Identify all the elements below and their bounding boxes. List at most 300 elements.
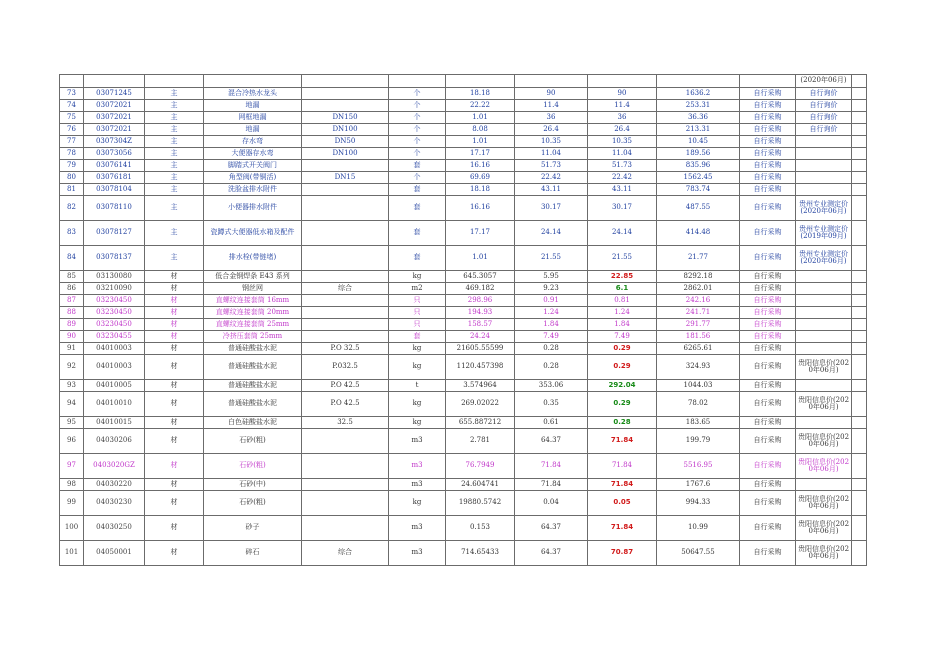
quantity: 655.887212 <box>446 417 515 429</box>
price-source: 自行询价 <box>796 100 852 112</box>
procurement-method: 自行采购 <box>740 343 796 355</box>
market-price: 11.04 <box>588 148 657 160</box>
material-spec <box>302 221 389 246</box>
table-row <box>60 295 867 307</box>
quantity: 2.781 <box>446 429 515 454</box>
material-spec <box>302 307 389 319</box>
table-row <box>60 331 867 343</box>
material-name: 网框地漏 <box>204 112 302 124</box>
quantity: 0.153 <box>446 516 515 541</box>
market-price: 0.81 <box>588 295 657 307</box>
blank-cell <box>852 112 867 124</box>
unit: 只 <box>389 307 446 319</box>
market-price: 11.4 <box>588 100 657 112</box>
material-name: 存水弯 <box>204 136 302 148</box>
material-spec: 综合 <box>302 541 389 566</box>
market-price: 0.28 <box>588 417 657 429</box>
market-price: 21.55 <box>588 246 657 271</box>
table-row <box>60 172 867 184</box>
material-code: 04010003 <box>84 343 145 355</box>
row-number: 100 <box>60 516 84 541</box>
price-source: 贵阳信息价(2020年06月) <box>796 516 852 541</box>
material-spec <box>302 516 389 541</box>
row-number: 84 <box>60 246 84 271</box>
price-source <box>796 331 852 343</box>
row-number: 80 <box>60 172 84 184</box>
quantity: 645.3057 <box>446 271 515 283</box>
quantity: 1120.457398 <box>446 355 515 380</box>
price-source: 贵州专业测定价(2020年06月) <box>796 246 852 271</box>
procurement-method: 自行采购 <box>740 429 796 454</box>
price-source <box>796 307 852 319</box>
price-source: 贵阳信息价(2020年06月) <box>796 541 852 566</box>
table-row <box>60 392 867 417</box>
blank-cell <box>852 172 867 184</box>
blank-cell <box>852 271 867 283</box>
blank-cell <box>852 88 867 100</box>
quantity: 16.16 <box>446 160 515 172</box>
base-price: 7.49 <box>515 331 588 343</box>
material-type: 主 <box>145 100 204 112</box>
price-source: 贵州专业测定价(2020年06月) <box>796 196 852 221</box>
material-code: 03078104 <box>84 184 145 196</box>
material-code: 03210090 <box>84 283 145 295</box>
price-source: 贵阳信息价(2020年06月) <box>796 491 852 516</box>
table-row <box>60 417 867 429</box>
material-spec <box>302 319 389 331</box>
quantity: 16.16 <box>446 196 515 221</box>
unit: 套 <box>389 196 446 221</box>
quantity: 1.01 <box>446 112 515 124</box>
base-price: 36 <box>515 112 588 124</box>
material-code: 04050001 <box>84 541 145 566</box>
material-code: 04030220 <box>84 479 145 491</box>
row-number: 81 <box>60 184 84 196</box>
row-number: 101 <box>60 541 84 566</box>
base-price: 1.84 <box>515 319 588 331</box>
material-type: 材 <box>145 283 204 295</box>
material-spec <box>302 246 389 271</box>
amount: 2862.01 <box>657 283 740 295</box>
unit: m3 <box>389 479 446 491</box>
market-price: 36 <box>588 112 657 124</box>
market-price: 1.84 <box>588 319 657 331</box>
procurement-method: 自行采购 <box>740 148 796 160</box>
material-type: 材 <box>145 380 204 392</box>
blank-cell <box>852 417 867 429</box>
table-row <box>60 136 867 148</box>
amount: 50647.55 <box>657 541 740 566</box>
row-number: 85 <box>60 271 84 283</box>
header-note: (2020年06月) <box>796 75 852 88</box>
material-code: 03230450 <box>84 295 145 307</box>
market-price: 26.4 <box>588 124 657 136</box>
unit: m3 <box>389 516 446 541</box>
amount: 783.74 <box>657 184 740 196</box>
blank-cell <box>852 319 867 331</box>
unit: 套 <box>389 221 446 246</box>
blank-cell <box>852 136 867 148</box>
procurement-method: 自行采购 <box>740 271 796 283</box>
amount: 1562.45 <box>657 172 740 184</box>
market-price: 30.17 <box>588 196 657 221</box>
base-price: 71.84 <box>515 479 588 491</box>
material-type: 主 <box>145 221 204 246</box>
material-spec <box>302 196 389 221</box>
amount: 253.31 <box>657 100 740 112</box>
price-source <box>796 148 852 160</box>
table-row <box>60 184 867 196</box>
unit: 套 <box>389 160 446 172</box>
unit: kg <box>389 355 446 380</box>
material-name: 碎石 <box>204 541 302 566</box>
material-spec <box>302 295 389 307</box>
price-source: 自行询价 <box>796 112 852 124</box>
quantity: 21605.55599 <box>446 343 515 355</box>
row-number: 78 <box>60 148 84 160</box>
quantity: 8.08 <box>446 124 515 136</box>
price-source <box>796 160 852 172</box>
table-row <box>60 319 867 331</box>
market-price: 24.14 <box>588 221 657 246</box>
procurement-method: 自行采购 <box>740 541 796 566</box>
material-code: 03072021 <box>84 112 145 124</box>
amount: 291.77 <box>657 319 740 331</box>
material-name: 大便器存水弯 <box>204 148 302 160</box>
procurement-method: 自行采购 <box>740 136 796 148</box>
material-code: 0403020GZ <box>84 454 145 479</box>
material-type: 材 <box>145 271 204 283</box>
procurement-method: 自行采购 <box>740 491 796 516</box>
material-spec <box>302 479 389 491</box>
price-source: 贵阳信息价(2020年06月) <box>796 454 852 479</box>
material-code: 03076141 <box>84 160 145 172</box>
material-name: 普通硅酸盐水泥 <box>204 380 302 392</box>
material-name: 石砂(中) <box>204 479 302 491</box>
unit: m2 <box>389 283 446 295</box>
procurement-method: 自行采购 <box>740 246 796 271</box>
amount: 21.77 <box>657 246 740 271</box>
material-code: 04010010 <box>84 392 145 417</box>
base-price: 64.37 <box>515 429 588 454</box>
material-code: 03130080 <box>84 271 145 283</box>
quantity: 19880.5742 <box>446 491 515 516</box>
unit: t <box>389 380 446 392</box>
amount: 1044.03 <box>657 380 740 392</box>
quantity: 24.604741 <box>446 479 515 491</box>
material-name: 地漏 <box>204 124 302 136</box>
procurement-method: 自行采购 <box>740 100 796 112</box>
quantity: 269.02022 <box>446 392 515 417</box>
price-source <box>796 343 852 355</box>
material-code: 03072021 <box>84 100 145 112</box>
blank-cell <box>852 491 867 516</box>
material-spec <box>302 160 389 172</box>
unit: 个 <box>389 136 446 148</box>
unit: 个 <box>389 100 446 112</box>
price-source: 贵州专业测定价(2019年09月) <box>796 221 852 246</box>
material-spec <box>302 454 389 479</box>
row-number: 77 <box>60 136 84 148</box>
material-spec <box>302 429 389 454</box>
material-type: 材 <box>145 331 204 343</box>
blank-cell <box>852 160 867 172</box>
unit: kg <box>389 343 446 355</box>
blank-cell <box>852 221 867 246</box>
material-type: 材 <box>145 355 204 380</box>
procurement-method: 自行采购 <box>740 295 796 307</box>
row-number: 89 <box>60 319 84 331</box>
amount: 487.55 <box>657 196 740 221</box>
material-spec <box>302 491 389 516</box>
material-code: 03073056 <box>84 148 145 160</box>
blank-cell <box>852 380 867 392</box>
amount: 181.56 <box>657 331 740 343</box>
unit: kg <box>389 271 446 283</box>
material-name: 小便器排水附件 <box>204 196 302 221</box>
material-spec: P.O 42.5 <box>302 392 389 417</box>
table-header-row <box>60 75 867 88</box>
row-number: 79 <box>60 160 84 172</box>
price-source <box>796 271 852 283</box>
market-price: 43.11 <box>588 184 657 196</box>
row-number: 86 <box>60 283 84 295</box>
price-source <box>796 136 852 148</box>
material-name: 石砂(粗) <box>204 491 302 516</box>
row-number: 74 <box>60 100 84 112</box>
base-price: 21.55 <box>515 246 588 271</box>
base-price: 71.84 <box>515 454 588 479</box>
amount: 8292.18 <box>657 271 740 283</box>
row-number: 93 <box>60 380 84 392</box>
material-code: 04030230 <box>84 491 145 516</box>
unit: 个 <box>389 124 446 136</box>
table-row <box>60 271 867 283</box>
material-code: 04010005 <box>84 380 145 392</box>
material-type: 材 <box>145 491 204 516</box>
row-number: 95 <box>60 417 84 429</box>
material-type: 主 <box>145 112 204 124</box>
market-price: 7.49 <box>588 331 657 343</box>
price-source: 自行询价 <box>796 88 852 100</box>
unit: m3 <box>389 541 446 566</box>
price-source: 自行询价 <box>796 124 852 136</box>
base-price: 90 <box>515 88 588 100</box>
unit: 套 <box>389 184 446 196</box>
table-row <box>60 148 867 160</box>
material-name: 普通硅酸盐水泥 <box>204 392 302 417</box>
amount: 6265.61 <box>657 343 740 355</box>
material-price-table <box>59 74 867 566</box>
table-row <box>60 343 867 355</box>
row-number: 82 <box>60 196 84 221</box>
material-type: 主 <box>145 172 204 184</box>
market-price: 0.29 <box>588 343 657 355</box>
base-price: 26.4 <box>515 124 588 136</box>
row-number: 97 <box>60 454 84 479</box>
base-price: 0.91 <box>515 295 588 307</box>
material-name: 洗脸盆排水附件 <box>204 184 302 196</box>
material-spec: 综合 <box>302 283 389 295</box>
amount: 189.56 <box>657 148 740 160</box>
procurement-method: 自行采购 <box>740 417 796 429</box>
blank-cell <box>852 184 867 196</box>
material-code: 03078110 <box>84 196 145 221</box>
market-price: 51.73 <box>588 160 657 172</box>
material-name: 角型阀(带铜活) <box>204 172 302 184</box>
procurement-method: 自行采购 <box>740 331 796 343</box>
material-type: 材 <box>145 516 204 541</box>
procurement-method: 自行采购 <box>740 479 796 491</box>
row-number: 92 <box>60 355 84 380</box>
amount: 242.16 <box>657 295 740 307</box>
material-name: 直螺纹连接套筒 25mm <box>204 319 302 331</box>
procurement-method: 自行采购 <box>740 355 796 380</box>
material-type: 材 <box>145 454 204 479</box>
base-price: 24.14 <box>515 221 588 246</box>
procurement-method: 自行采购 <box>740 221 796 246</box>
blank-cell <box>852 331 867 343</box>
material-type: 材 <box>145 417 204 429</box>
procurement-method: 自行采购 <box>740 283 796 295</box>
procurement-method: 自行采购 <box>740 88 796 100</box>
material-spec: DN50 <box>302 136 389 148</box>
blank-cell <box>852 343 867 355</box>
quantity: 1.01 <box>446 246 515 271</box>
blank-cell <box>852 541 867 566</box>
market-price: 90 <box>588 88 657 100</box>
blank-cell <box>852 246 867 271</box>
blank-cell <box>852 429 867 454</box>
blank-cell <box>852 454 867 479</box>
material-type: 材 <box>145 392 204 417</box>
amount: 5516.95 <box>657 454 740 479</box>
quantity: 17.17 <box>446 221 515 246</box>
table-row <box>60 124 867 136</box>
material-code: 03230450 <box>84 307 145 319</box>
table-row <box>60 380 867 392</box>
price-source <box>796 319 852 331</box>
blank-cell <box>852 196 867 221</box>
material-spec <box>302 184 389 196</box>
market-price: 0.29 <box>588 355 657 380</box>
base-price: 0.04 <box>515 491 588 516</box>
base-price: 10.35 <box>515 136 588 148</box>
material-code: 03072021 <box>84 124 145 136</box>
table-row <box>60 100 867 112</box>
material-type: 材 <box>145 319 204 331</box>
market-price: 71.84 <box>588 516 657 541</box>
table-row <box>60 516 867 541</box>
material-code: 04030250 <box>84 516 145 541</box>
material-name: 钢丝网 <box>204 283 302 295</box>
material-name: 石砂(粗) <box>204 429 302 454</box>
market-price: 70.87 <box>588 541 657 566</box>
material-spec <box>302 331 389 343</box>
table-row <box>60 221 867 246</box>
table-row <box>60 491 867 516</box>
procurement-method: 自行采购 <box>740 454 796 479</box>
blank-cell <box>852 124 867 136</box>
market-price: 0.05 <box>588 491 657 516</box>
procurement-method: 自行采购 <box>740 516 796 541</box>
amount: 1767.6 <box>657 479 740 491</box>
base-price: 11.4 <box>515 100 588 112</box>
material-spec <box>302 100 389 112</box>
quantity: 76.7949 <box>446 454 515 479</box>
base-price: 64.37 <box>515 516 588 541</box>
market-price: 71.84 <box>588 479 657 491</box>
procurement-method: 自行采购 <box>740 196 796 221</box>
amount: 10.99 <box>657 516 740 541</box>
material-code: 03076181 <box>84 172 145 184</box>
unit: 个 <box>389 148 446 160</box>
blank-cell <box>852 295 867 307</box>
market-price: 10.35 <box>588 136 657 148</box>
price-source <box>796 184 852 196</box>
material-name: 石砂(粗) <box>204 454 302 479</box>
material-code: 04010015 <box>84 417 145 429</box>
material-name: 地漏 <box>204 100 302 112</box>
base-price: 64.37 <box>515 541 588 566</box>
material-type: 主 <box>145 124 204 136</box>
row-number: 91 <box>60 343 84 355</box>
row-number: 98 <box>60 479 84 491</box>
row-number: 88 <box>60 307 84 319</box>
unit: kg <box>389 392 446 417</box>
row-number: 90 <box>60 331 84 343</box>
price-source <box>796 479 852 491</box>
quantity: 24.24 <box>446 331 515 343</box>
material-spec: DN150 <box>302 112 389 124</box>
procurement-method: 自行采购 <box>740 319 796 331</box>
table-row <box>60 246 867 271</box>
material-spec: P.032.5 <box>302 355 389 380</box>
blank-cell <box>852 283 867 295</box>
quantity: 3.574964 <box>446 380 515 392</box>
material-spec: DN100 <box>302 148 389 160</box>
material-code: 03071245 <box>84 88 145 100</box>
row-number: 94 <box>60 392 84 417</box>
blank-cell <box>852 479 867 491</box>
procurement-method: 自行采购 <box>740 124 796 136</box>
base-price: 353.06 <box>515 380 588 392</box>
unit: 套 <box>389 331 446 343</box>
market-price: 0.29 <box>588 392 657 417</box>
amount: 324.93 <box>657 355 740 380</box>
unit: 只 <box>389 319 446 331</box>
material-name: 普通硅酸盐水泥 <box>204 355 302 380</box>
amount: 213.31 <box>657 124 740 136</box>
material-spec <box>302 271 389 283</box>
market-price: 292.04 <box>588 380 657 392</box>
table-row <box>60 307 867 319</box>
material-name: 脚踏式开关阀门 <box>204 160 302 172</box>
row-number: 96 <box>60 429 84 454</box>
procurement-method: 自行采购 <box>740 112 796 124</box>
blank-cell <box>852 307 867 319</box>
procurement-method: 自行采购 <box>740 184 796 196</box>
base-price: 43.11 <box>515 184 588 196</box>
material-code: 03230455 <box>84 331 145 343</box>
material-name: 砂子 <box>204 516 302 541</box>
material-name: 排水栓(带链堵) <box>204 246 302 271</box>
material-spec: P.O 42.5 <box>302 380 389 392</box>
unit: 个 <box>389 88 446 100</box>
base-price: 9.23 <box>515 283 588 295</box>
base-price: 51.73 <box>515 160 588 172</box>
material-code: 04030206 <box>84 429 145 454</box>
